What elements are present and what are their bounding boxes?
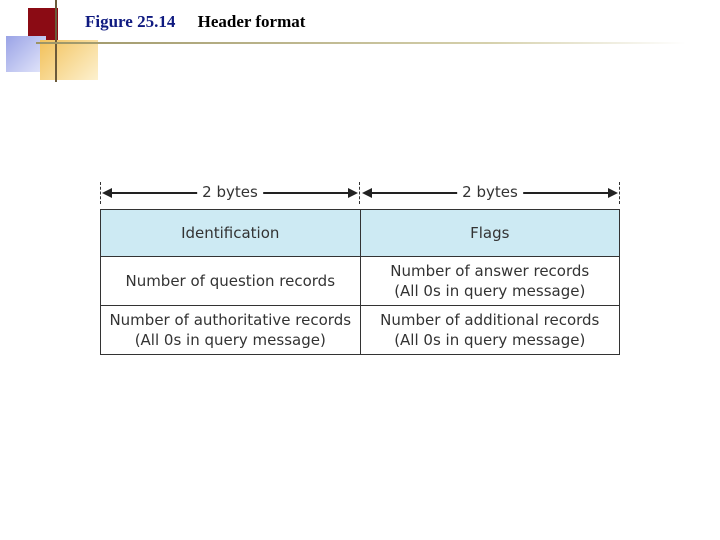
dimension-right [360,182,620,204]
dimension-label-left: 2 bytes [197,183,263,201]
dimension-label-right: 2 bytes [457,183,523,201]
decorative-vertical-line [55,0,57,82]
figure-number: Figure 25.14 [85,12,176,31]
identification-field [101,210,361,257]
decorative-yellow-square [40,40,98,80]
arrowhead-left-icon [362,188,372,198]
dimension-left [100,182,360,204]
dimension-tick-left [100,182,101,204]
question-records-field [101,257,361,306]
field-label: Number of question records [125,272,336,290]
field-label: Number of answer records [390,262,590,280]
table-row [101,257,620,306]
table-row [101,306,620,355]
field-label: Flags [470,224,510,242]
figure-title: Header format [197,12,306,31]
table-row [101,210,620,257]
field-note: (All 0s in query message) [394,282,586,300]
slide-title [85,12,305,32]
answer-records-field [360,257,620,306]
dimension-tick-right [619,182,620,204]
flags-field [360,210,620,257]
field-note: (All 0s in query message) [394,331,586,349]
title-underline [36,42,686,44]
field-label: Identification [181,224,280,242]
field-label: Number of additional records [380,311,600,329]
additional-records-field [360,306,620,355]
field-label: Number of authoritative records [109,311,352,329]
authoritative-records-field [101,306,361,355]
field-note: (All 0s in query message) [134,331,326,349]
arrowhead-right-icon [608,188,618,198]
header-format-table [100,209,620,355]
arrowhead-left-icon [102,188,112,198]
arrowhead-right-icon [348,188,358,198]
